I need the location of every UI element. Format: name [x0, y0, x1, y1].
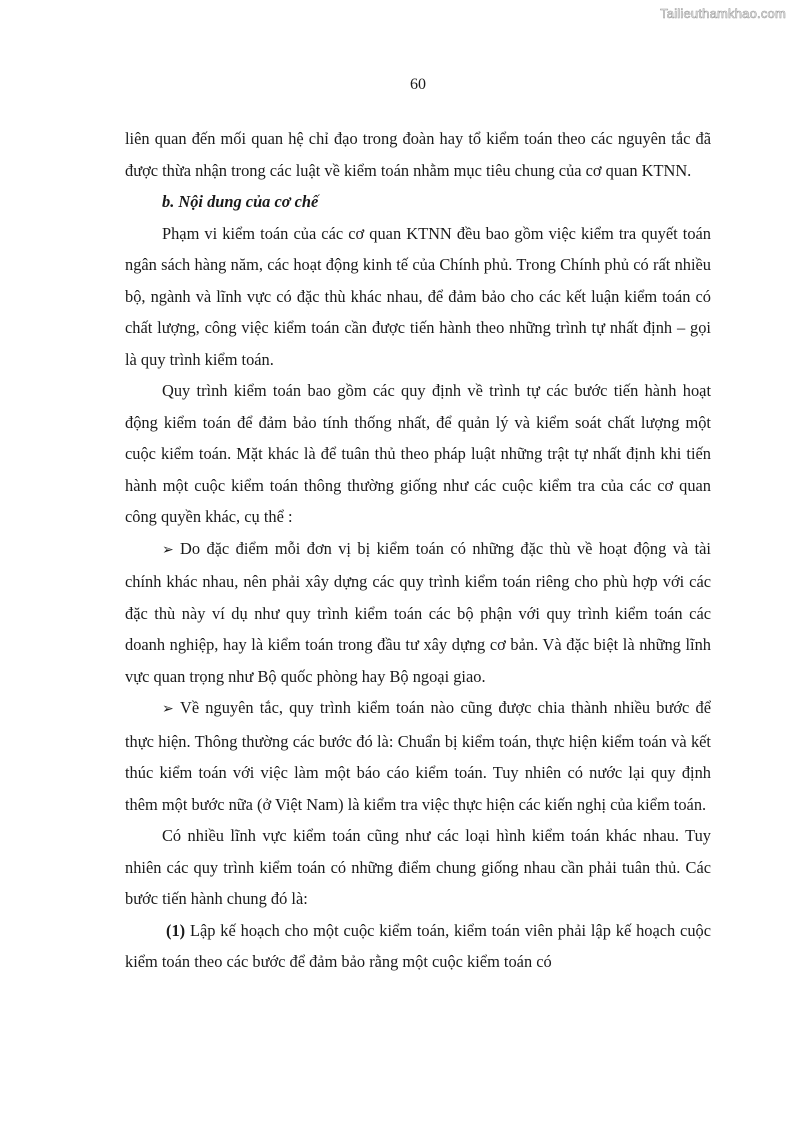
- bullet-item-text: Về nguyên tắc, quy trình kiểm toán nào cũng được chia thành nhiều bước để thực hiện. Thông thường các bước đó là: Chuẩn bị kiểm toán, thực hiện kiểm toán và kết thúc kiểm toán với việc làm một báo cáo kiểm toán. Tuy nhiên có nước lại quy định thêm một bước nữa (ở Việt Nam) là kiểm tra việc thực hiện các kiến nghị của kiểm toán.: [125, 698, 711, 814]
- bullet-item-text: Do đặc điểm mỗi đơn vị bị kiểm toán có những đặc thù về hoạt động và tài chính khác nhau, nên phải xây dựng các quy trình kiểm toán riêng cho phù hợp với các đặc thù này ví dụ như quy trình kiểm toán các bộ phận với quy trình kiểm toán các doanh nghiệp, hay là kiểm toán trong đầu tư xây dựng cơ bản. Và đặc biệt là những lĩnh vực quan trọng như Bộ quốc phòng hay Bộ ngoại giao.: [125, 538, 711, 686]
- step-text: Lập kế hoạch cho một cuộc kiểm toán, kiểm toán viên phải lập kế hoạch cuộc kiểm toán theo các bước để đảm bảo rằng một cuộc kiểm toán có: [125, 920, 711, 971]
- paragraph-procedure: Quy trình kiểm toán bao gồm các quy định về trình tự các bước tiến hành hoạt động kiểm toán để đảm bảo tính thống nhất, để quản lý và kiểm soát chất lượng một cuộc kiểm toán. Mặt khác là để tuân thủ theo pháp luật những trật tự nhất định khi tiến hành một cuộc kiểm toán thông thường giống như các cuộc kiểm tra của các cơ quan công quyền khác, cụ thể :: [125, 381, 711, 526]
- paragraph-common-steps: Có nhiều lĩnh vực kiểm toán cũng như các loại hình kiểm toán khác nhau. Tuy nhiên các quy trình kiểm toán có những điểm chung giống nhau cần phải tuân thủ. Các bước tiến hành chung đó là:: [125, 826, 711, 908]
- step-item-1: [125, 915, 711, 978]
- paragraph-continuation: liên quan đến mối quan hệ chỉ đạo trong đoàn hay tổ kiểm toán theo các nguyên tắc đã được thừa nhận trong các luật về kiểm toán nhằm mục tiêu chung của cơ quan KTNN.: [125, 129, 711, 180]
- bullet-arrow-icon: ➢: [162, 702, 174, 717]
- bullet-item-2: [125, 692, 711, 820]
- watermark: Tailieuthamkhao.com: [660, 6, 786, 21]
- section-heading: b. Nội dung của cơ chế: [162, 192, 319, 211]
- bullet-arrow-icon: ➢: [162, 542, 174, 558]
- document-body: [125, 123, 711, 978]
- page-number: 60: [410, 76, 426, 93]
- paragraph-scope: Phạm vi kiểm toán của các cơ quan KTNN đều bao gồm việc kiểm tra quyết toán ngân sách hàng năm, các hoạt động kinh tế của Chính phủ. Trong Chính phủ có rất nhiều bộ, ngành và lĩnh vực có đặc thù khác nhau, để đảm bảo cho các kết luận kiểm toán có chất lượng, công việc kiểm toán cần được tiến hành theo những trình tự nhất định – gọi là quy trình kiểm toán.: [125, 223, 711, 369]
- bullet-item-1: [125, 533, 711, 693]
- step-number: (1): [166, 920, 186, 940]
